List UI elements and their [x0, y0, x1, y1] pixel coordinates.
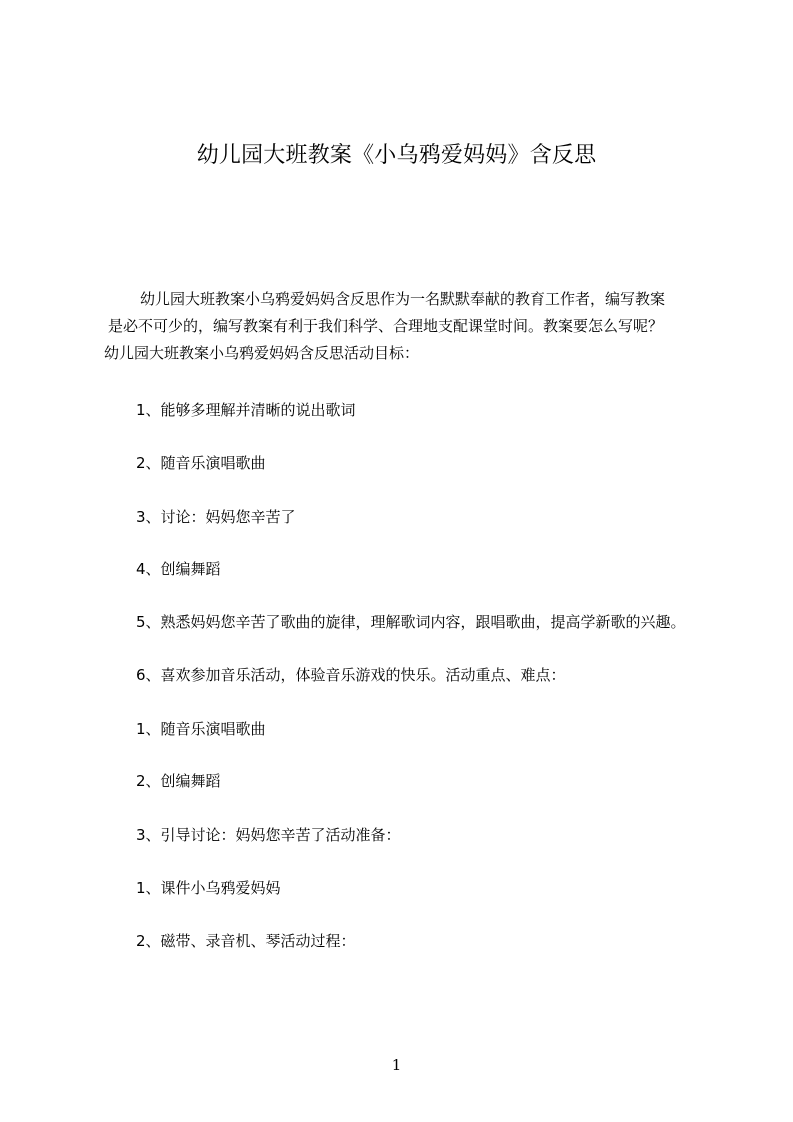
list-item: 2、磁带、录音机、琴活动过程： [136, 932, 356, 950]
list-item: 3、引导讨论：妈妈您辛苦了活动准备： [136, 826, 401, 844]
intro-paragraph [104, 286, 724, 367]
page-number: 1 [391, 1056, 402, 1074]
intro-line-2: 是必不可少的，编写教案有利于我们科学、合理地支配课堂时间。教案要怎么写呢？ [108, 317, 664, 335]
list-item: 5、熟悉妈妈您辛苦了歌曲的旋律，理解歌词内容，跟唱歌曲，提高学新歌的兴趣。 [136, 613, 686, 631]
list-item: 2、创编舞蹈 [136, 772, 221, 790]
list-item: 1、课件小乌鸦爱妈妈 [136, 879, 281, 897]
intro-line-1: 幼儿园大班教案小乌鸦爱妈妈含反思作为一名默默奉献的教育工作者，编写教案 [140, 290, 666, 308]
list-item: 3、讨论：妈妈您辛苦了 [136, 508, 296, 526]
list-item: 1、随音乐演唱歌曲 [136, 720, 266, 738]
intro-line-3: 幼儿园大班教案小乌鸦爱妈妈含反思活动目标： [104, 344, 420, 362]
document-title: 幼儿园大班教案《小乌鸦爱妈妈》含反思 [196, 143, 597, 168]
list-item: 2、随音乐演唱歌曲 [136, 454, 266, 472]
list-item: 1、能够多理解并清晰的说出歌词 [136, 401, 356, 419]
list-item: 4、创编舞蹈 [136, 560, 221, 578]
list-item: 6、喜欢参加音乐活动，体验音乐游戏的快乐。活动重点、难点： [136, 666, 566, 684]
